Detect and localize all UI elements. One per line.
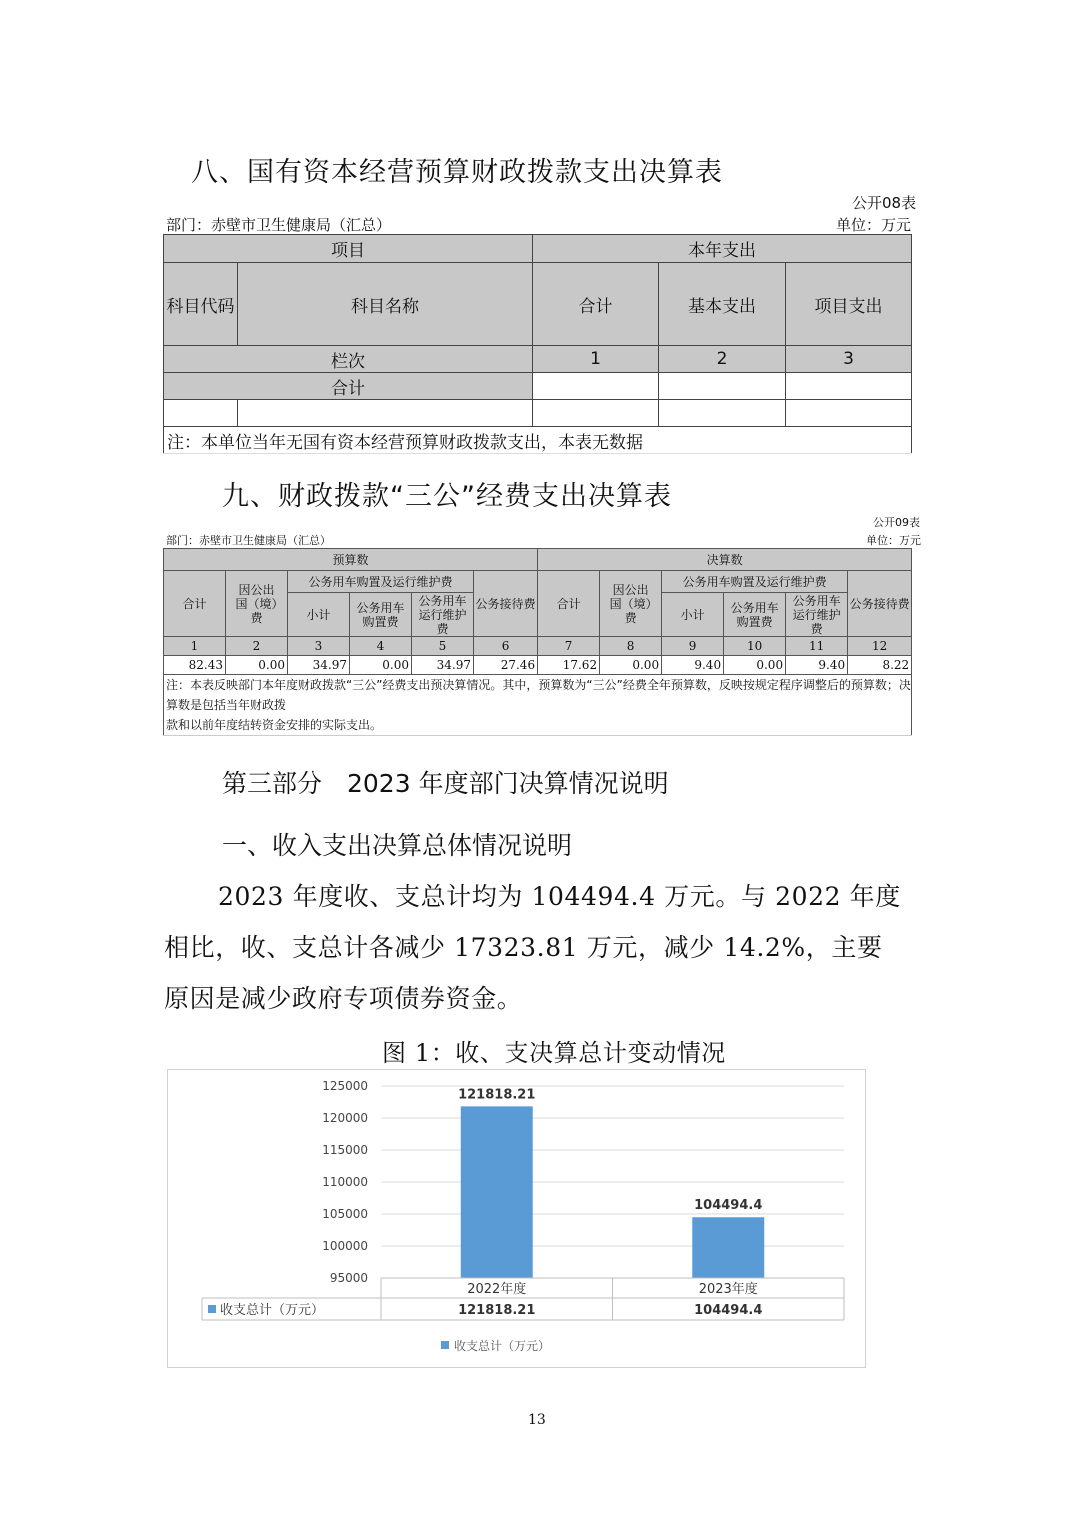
header-abroad: 因公出国（境）费 — [600, 571, 662, 637]
header-reception: 公务接待费 — [848, 571, 912, 637]
value-cell: 34.97 — [288, 656, 350, 675]
legend-key — [208, 1305, 216, 1313]
row-total-label: 合计 — [164, 373, 533, 400]
col-num: 4 — [350, 637, 412, 656]
para-line2: 相比，收、支总计各减少 17323.81 万元，减少 14.2%，主要 — [164, 933, 883, 962]
x-category-label: 2022年度 — [467, 1282, 527, 1297]
header-item: 项目 — [164, 235, 533, 263]
header-purchase: 公务用车购置费 — [724, 593, 786, 637]
empty-cell — [786, 400, 912, 427]
row-column-label: 栏次 — [164, 346, 533, 373]
header-operate: 公务用车运行维护费 — [412, 593, 474, 637]
value-cell: 34.97 — [412, 656, 474, 675]
y-tick-label: 95000 — [329, 1271, 368, 1285]
value-cell: 27.46 — [474, 656, 538, 675]
header-operate: 公务用车运行维护费 — [786, 593, 848, 637]
col-num: 11 — [786, 637, 848, 656]
col-num: 3 — [288, 637, 350, 656]
col-num: 2 — [226, 637, 288, 656]
value-cell: 82.43 — [164, 656, 226, 675]
para-line3: 原因是减少政府专项债券资金。 — [164, 984, 523, 1013]
col-num: 5 — [412, 637, 474, 656]
header-final: 决算数 — [538, 549, 912, 571]
figure-caption: 图 1：收、支决算总计变动情况 — [382, 1039, 726, 1067]
bar-data-label: 104494.4 — [694, 1198, 763, 1214]
empty-cell — [659, 373, 786, 400]
header-vehicle: 公务用车购置及运行维护费 — [288, 571, 474, 593]
header-abroad: 因公出国（境）费 — [226, 571, 288, 637]
value-cell: 0.00 — [350, 656, 412, 675]
col-num: 8 — [600, 637, 662, 656]
x-category-label: 2023年度 — [698, 1282, 758, 1297]
legend-label: 收支总计（万元） — [454, 1339, 551, 1353]
header-subtotal: 小计 — [662, 593, 724, 637]
header-code: 科目代码 — [164, 263, 238, 346]
table8 — [163, 234, 912, 454]
value-cell: 9.40 — [662, 656, 724, 675]
value-cell: 8.22 — [848, 656, 912, 675]
header-total: 合计 — [164, 571, 226, 637]
empty-cell — [659, 400, 786, 427]
y-tick-label: 125000 — [322, 1079, 368, 1093]
table9-code: 公开09表 — [873, 516, 920, 529]
value-cell: 0.00 — [600, 656, 662, 675]
y-tick-label: 115000 — [322, 1143, 368, 1157]
para-line1: 2023 年度收、支总计均为 104494.4 万元。与 2022 年度 — [218, 882, 901, 911]
legend-key — [441, 1341, 449, 1349]
header-vehicle: 公务用车购置及运行维护费 — [662, 571, 848, 593]
empty-cell — [238, 400, 533, 427]
table8-dept: 部门：赤壁市卫生健康局（汇总） — [166, 216, 392, 234]
empty-cell — [533, 400, 659, 427]
col-num: 12 — [848, 637, 912, 656]
value-cell: 0.00 — [226, 656, 288, 675]
empty-cell — [533, 373, 659, 400]
table9-dept: 部门：赤壁市卫生健康局（汇总） — [166, 534, 331, 547]
y-tick-label: 120000 — [322, 1111, 368, 1125]
empty-cell — [164, 400, 238, 427]
table9-note — [164, 675, 912, 736]
value-cell: 0.00 — [724, 656, 786, 675]
col-num: 10 — [724, 637, 786, 656]
col-num: 1 — [164, 637, 226, 656]
col-num: 3 — [786, 346, 912, 373]
section8-title: 八、国有资本经营预算财政拨款支出决算表 — [191, 157, 723, 188]
table8-note: 注：本单位当年无国有资本经营预算财政拨款支出，本表无数据 — [164, 427, 912, 454]
part3-subtitle: 一、收入支出决算总体情况说明 — [222, 831, 573, 860]
col-num: 7 — [538, 637, 600, 656]
col-num: 2 — [659, 346, 786, 373]
section9-title: 九、财政拨款“三公”经费支出决算表 — [222, 481, 672, 512]
header-name: 科目名称 — [238, 263, 533, 346]
data-table-value: 121818.21 — [458, 1303, 536, 1318]
value-cell: 9.40 — [786, 656, 848, 675]
header-basic: 基本支出 — [659, 263, 786, 346]
header-reception: 公务接待费 — [474, 571, 538, 637]
y-tick-label: 105000 — [322, 1207, 368, 1221]
header-year-expense: 本年支出 — [533, 235, 912, 263]
data-table-value: 104494.4 — [694, 1303, 763, 1318]
chart-container — [167, 1069, 866, 1368]
table9-note-line1: 注：本表反映部门本年度财政拨款“三公”经费支出预决算情况。其中，预算数为“三公”经费全年预算数，反映按规定程序调整后的预算数；决算数是包括当年财政拨 — [166, 678, 911, 712]
header-purchase: 公务用车购置费 — [350, 593, 412, 637]
empty-cell — [786, 373, 912, 400]
page-number: 13 — [528, 1412, 546, 1428]
table9-note-line2: 款和以前年度结转资金安排的实际支出。 — [166, 718, 383, 732]
data-table-series-name: 收支总计（万元） — [220, 1303, 325, 1318]
col-num: 6 — [474, 637, 538, 656]
table8-code: 公开08表 — [852, 194, 917, 212]
header-subtotal: 小计 — [288, 593, 350, 637]
header-total: 合计 — [533, 263, 659, 346]
value-cell: 17.62 — [538, 656, 600, 675]
table9-unit: 单位：万元 — [866, 534, 921, 547]
table8-unit: 单位：万元 — [836, 216, 912, 234]
part3-title: 第三部分 2023 年度部门决算情况说明 — [222, 769, 669, 798]
bar-data-label: 121818.21 — [458, 1087, 536, 1103]
bar-chart — [168, 1070, 865, 1367]
bar — [461, 1106, 533, 1278]
col-num: 1 — [533, 346, 659, 373]
y-tick-label: 100000 — [322, 1239, 368, 1253]
header-budget: 预算数 — [164, 549, 538, 571]
bar — [692, 1217, 764, 1278]
y-tick-label: 110000 — [322, 1175, 368, 1189]
col-num: 9 — [662, 637, 724, 656]
header-total: 合计 — [538, 571, 600, 637]
header-project: 项目支出 — [786, 263, 912, 346]
table9 — [163, 548, 912, 736]
